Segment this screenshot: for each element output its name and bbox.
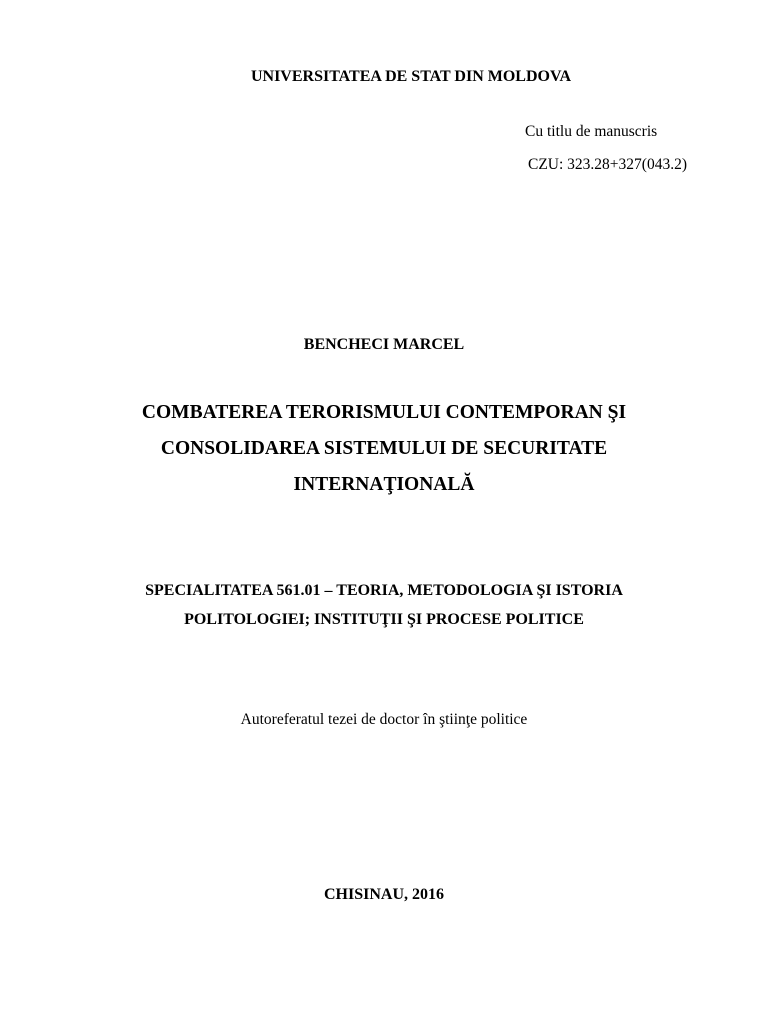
university-name: UNIVERSITATEA DE STAT DIN MOLDOVA (250, 68, 572, 85)
specialty-line: POLITOLOGIEI; INSTITUŢII ŞI PROCESE POLITICE (184, 611, 584, 628)
czu-code: CZU: 323.28+327(043.2) (528, 156, 687, 173)
thesis-title-line: INTERNAŢIONALĂ (293, 474, 475, 495)
thesis-title-line: COMBATEREA TERORISMULUI CONTEMPORAN ŞI (141, 402, 627, 423)
manuscript-note: Cu titlu de manuscris (525, 123, 658, 140)
thesis-type: Autoreferatul tezei de doctor în ştiinţe politice (240, 711, 528, 728)
specialty-line: SPECIALITATEA 561.01 – TEORIA, METODOLOGIA ŞI ISTORIA (145, 582, 623, 599)
thesis-title-line: CONSOLIDAREA SISTEMULUI DE SECURITATE (160, 438, 608, 459)
specialty (0, 576, 768, 634)
author-name: BENCHECI MARCEL (303, 336, 465, 353)
thesis-title (0, 395, 768, 503)
city-year: CHISINAU, 2016 (323, 886, 444, 903)
